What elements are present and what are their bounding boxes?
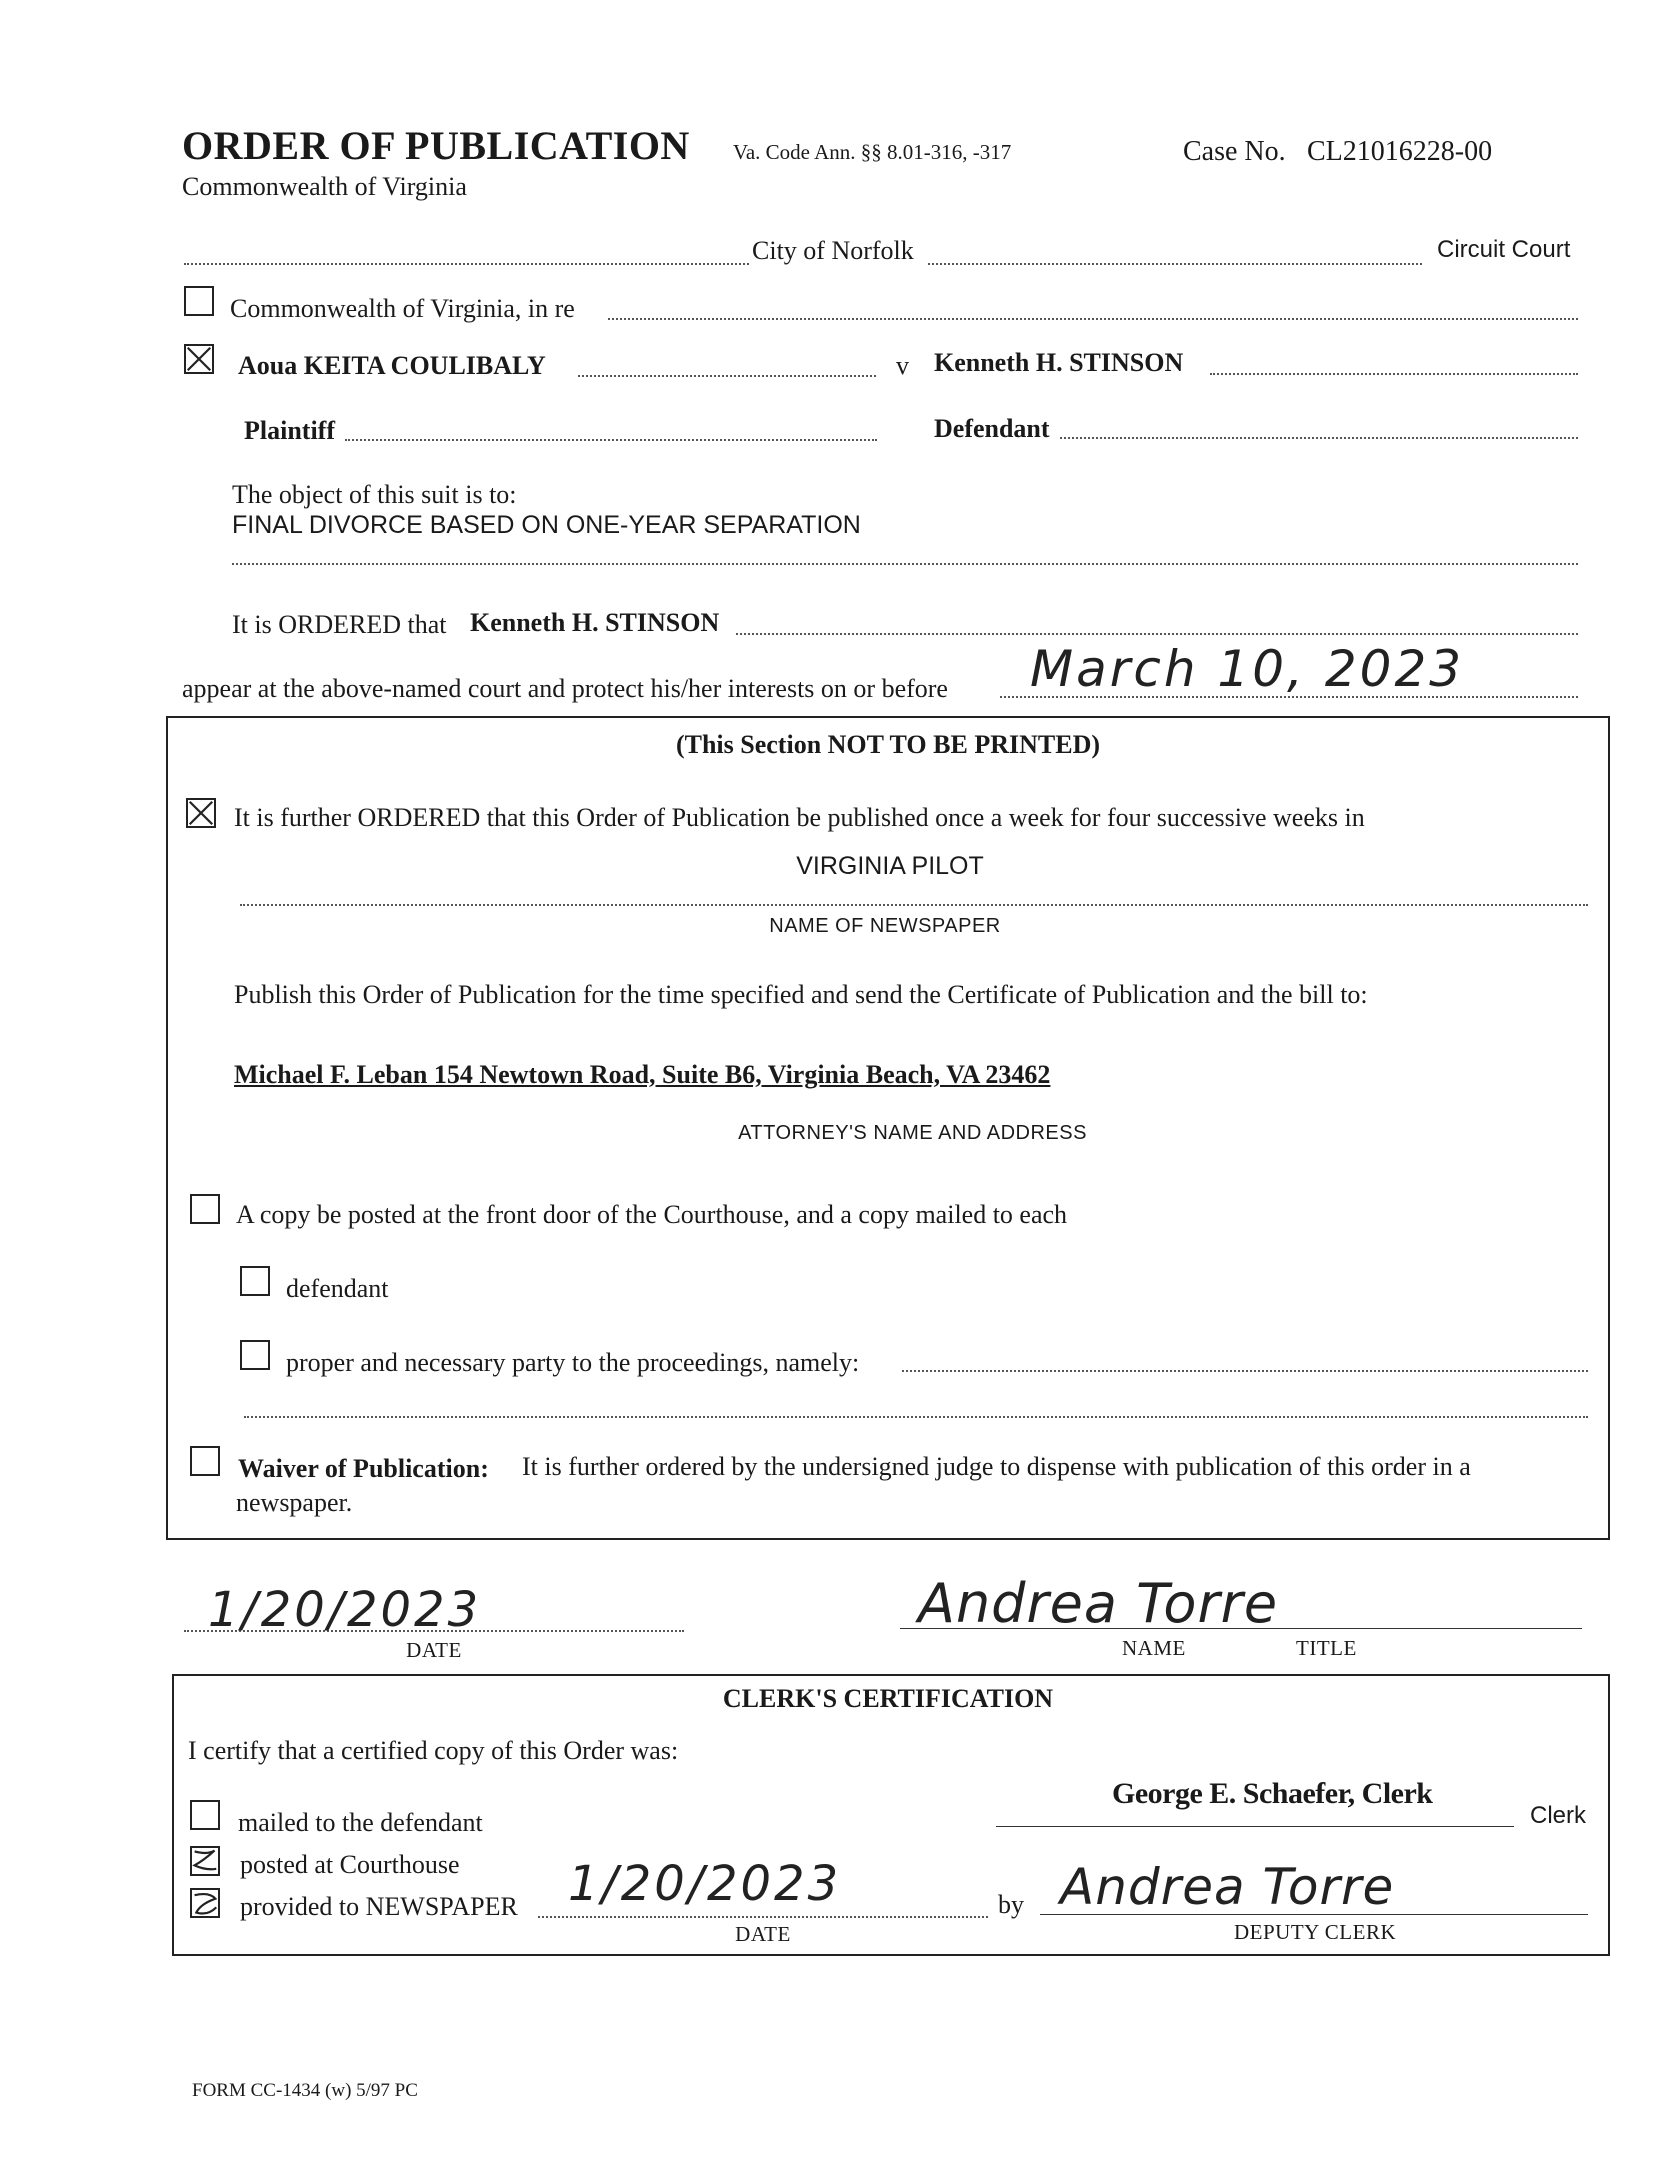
plaintiff-name: Aoua KEITA COULIBALY: [238, 351, 546, 380]
court-leader-left: [184, 263, 749, 265]
versus-label: v: [896, 351, 909, 380]
posted-checkbox[interactable]: [190, 1194, 220, 1224]
parties-checkbox[interactable]: [184, 344, 214, 374]
court-city: City of Norfolk: [752, 236, 914, 265]
plaintiff-label: Plaintiff: [244, 416, 335, 445]
newspaper-caption: NAME OF NEWSPAPER: [769, 915, 1001, 937]
proper-party-leader: [902, 1370, 1588, 1372]
page-title: ORDER OF PUBLICATION: [182, 123, 690, 168]
code-reference: Va. Code Ann. §§ 8.01-316, -317: [733, 140, 1012, 164]
commonwealth-checkbox[interactable]: [184, 286, 214, 316]
waiver-text-continued: newspaper.: [236, 1488, 353, 1517]
object-leader: [232, 563, 1578, 565]
proper-party-leader-2: [244, 1416, 1588, 1418]
object-label: The object of this suit is to:: [232, 480, 517, 509]
not-printed-heading: (This Section NOT TO BE PRINTED): [675, 730, 1101, 759]
court-type: Circuit Court: [1437, 236, 1571, 263]
x-mark-icon: [186, 346, 212, 372]
posted-text: A copy be posted at the front door of the Courthouse, and a copy mailed to each: [236, 1200, 1068, 1229]
attorney-caption: ATTORNEY'S NAME AND ADDRESS: [738, 1122, 1087, 1144]
clerk-mailed-checkbox[interactable]: [190, 1800, 220, 1830]
form-id: FORM CC-1434 (w) 5/97 PC: [192, 2080, 418, 2101]
proper-party-checkbox[interactable]: [240, 1340, 270, 1370]
clerk-name-line: [996, 1826, 1514, 1827]
object-text: FINAL DIVORCE BASED ON ONE-YEAR SEPARATION: [232, 511, 861, 539]
clerk-newspaper-checkbox[interactable]: [190, 1888, 220, 1918]
plaintiff-label-leader: [345, 439, 877, 441]
waiver-label: Waiver of Publication:: [238, 1454, 489, 1483]
appear-text: appear at the above-named court and protect his/her interests on or before: [182, 674, 948, 703]
hand-check-mark-icon: [192, 1848, 218, 1874]
judge-signature: Andrea Torre: [918, 1572, 1279, 1635]
waiver-text: It is further ordered by the undersigned judge to dispense with publication of this order in a: [522, 1452, 1471, 1481]
clerk-newspaper-text: provided to NEWSPAPER: [240, 1892, 518, 1921]
attorney-name-address: Michael F. Leban 154 Newtown Road, Suite B6, Virginia Beach, VA 23462: [234, 1060, 1051, 1089]
clerk-caption: Clerk: [1530, 1802, 1587, 1829]
ordered-name: Kenneth H. STINSON: [470, 608, 720, 637]
clerk-posted-text: posted at Courthouse: [240, 1850, 460, 1879]
judge-date-caption: DATE: [406, 1638, 462, 1662]
defendant-label-leader: [1060, 437, 1578, 439]
proper-party-text: proper and necessary party to the proceedings, namely:: [286, 1348, 860, 1377]
newspaper-name: VIRGINIA PILOT: [796, 852, 984, 880]
ordered-leader: [736, 633, 1578, 635]
waiver-checkbox[interactable]: [190, 1446, 220, 1476]
clerk-posted-checkbox[interactable]: [190, 1846, 220, 1876]
publish-checkbox[interactable]: [186, 798, 216, 828]
defendant-name: Kenneth H. STINSON: [934, 348, 1184, 377]
publish-text: It is further ORDERED that this Order of Publication be published once a week for four successive weeks in: [234, 803, 1365, 832]
defendant-label: Defendant: [934, 414, 1050, 443]
judge-name-caption: NAME: [1122, 1636, 1186, 1660]
deputy-clerk-caption: DEPUTY CLERK: [1234, 1920, 1397, 1944]
plaintiff-leader: [578, 375, 876, 377]
newspaper-leader: [240, 904, 1588, 906]
clerk-mailed-text: mailed to the defendant: [238, 1808, 483, 1837]
clerk-by-label: by: [998, 1890, 1024, 1919]
judge-signed-date: 1/20/2023: [208, 1582, 482, 1638]
clerk-heading: CLERK'S CERTIFICATION: [722, 1684, 1054, 1713]
send-text: Publish this Order of Publication for the time specified and send the Certificate of Publication and the bill to:: [234, 980, 1368, 1009]
clerk-provided-date: 1/20/2023: [568, 1856, 842, 1912]
ordered-prefix: It is ORDERED that: [232, 610, 447, 639]
commonwealth-label: Commonwealth of Virginia, in re: [230, 294, 575, 323]
defendant-text: defendant: [286, 1274, 389, 1303]
clerk-name: George E. Schaefer, Clerk: [1112, 1777, 1433, 1810]
appear-date: March 10, 2023: [1030, 640, 1465, 698]
deputy-clerk-signature: Andrea Torre: [1060, 1858, 1395, 1916]
page-subtitle: Commonwealth of Virginia: [182, 172, 467, 201]
judge-title-caption: TITLE: [1296, 1636, 1357, 1660]
court-leader-right: [928, 263, 1422, 265]
case-number: CL21016228-00: [1307, 136, 1493, 167]
defendant-checkbox[interactable]: [240, 1266, 270, 1296]
x-mark-icon: [188, 800, 214, 826]
clerk-date-caption: DATE: [735, 1922, 791, 1946]
commonwealth-leader: [608, 318, 1578, 320]
hand-check-mark-icon: [192, 1890, 218, 1916]
clerk-certify-text: I certify that a certified copy of this Order was:: [188, 1736, 679, 1765]
clerk-date-leader: [538, 1916, 988, 1918]
case-number-label: Case No.: [1183, 136, 1286, 167]
defendant-leader: [1210, 373, 1578, 375]
